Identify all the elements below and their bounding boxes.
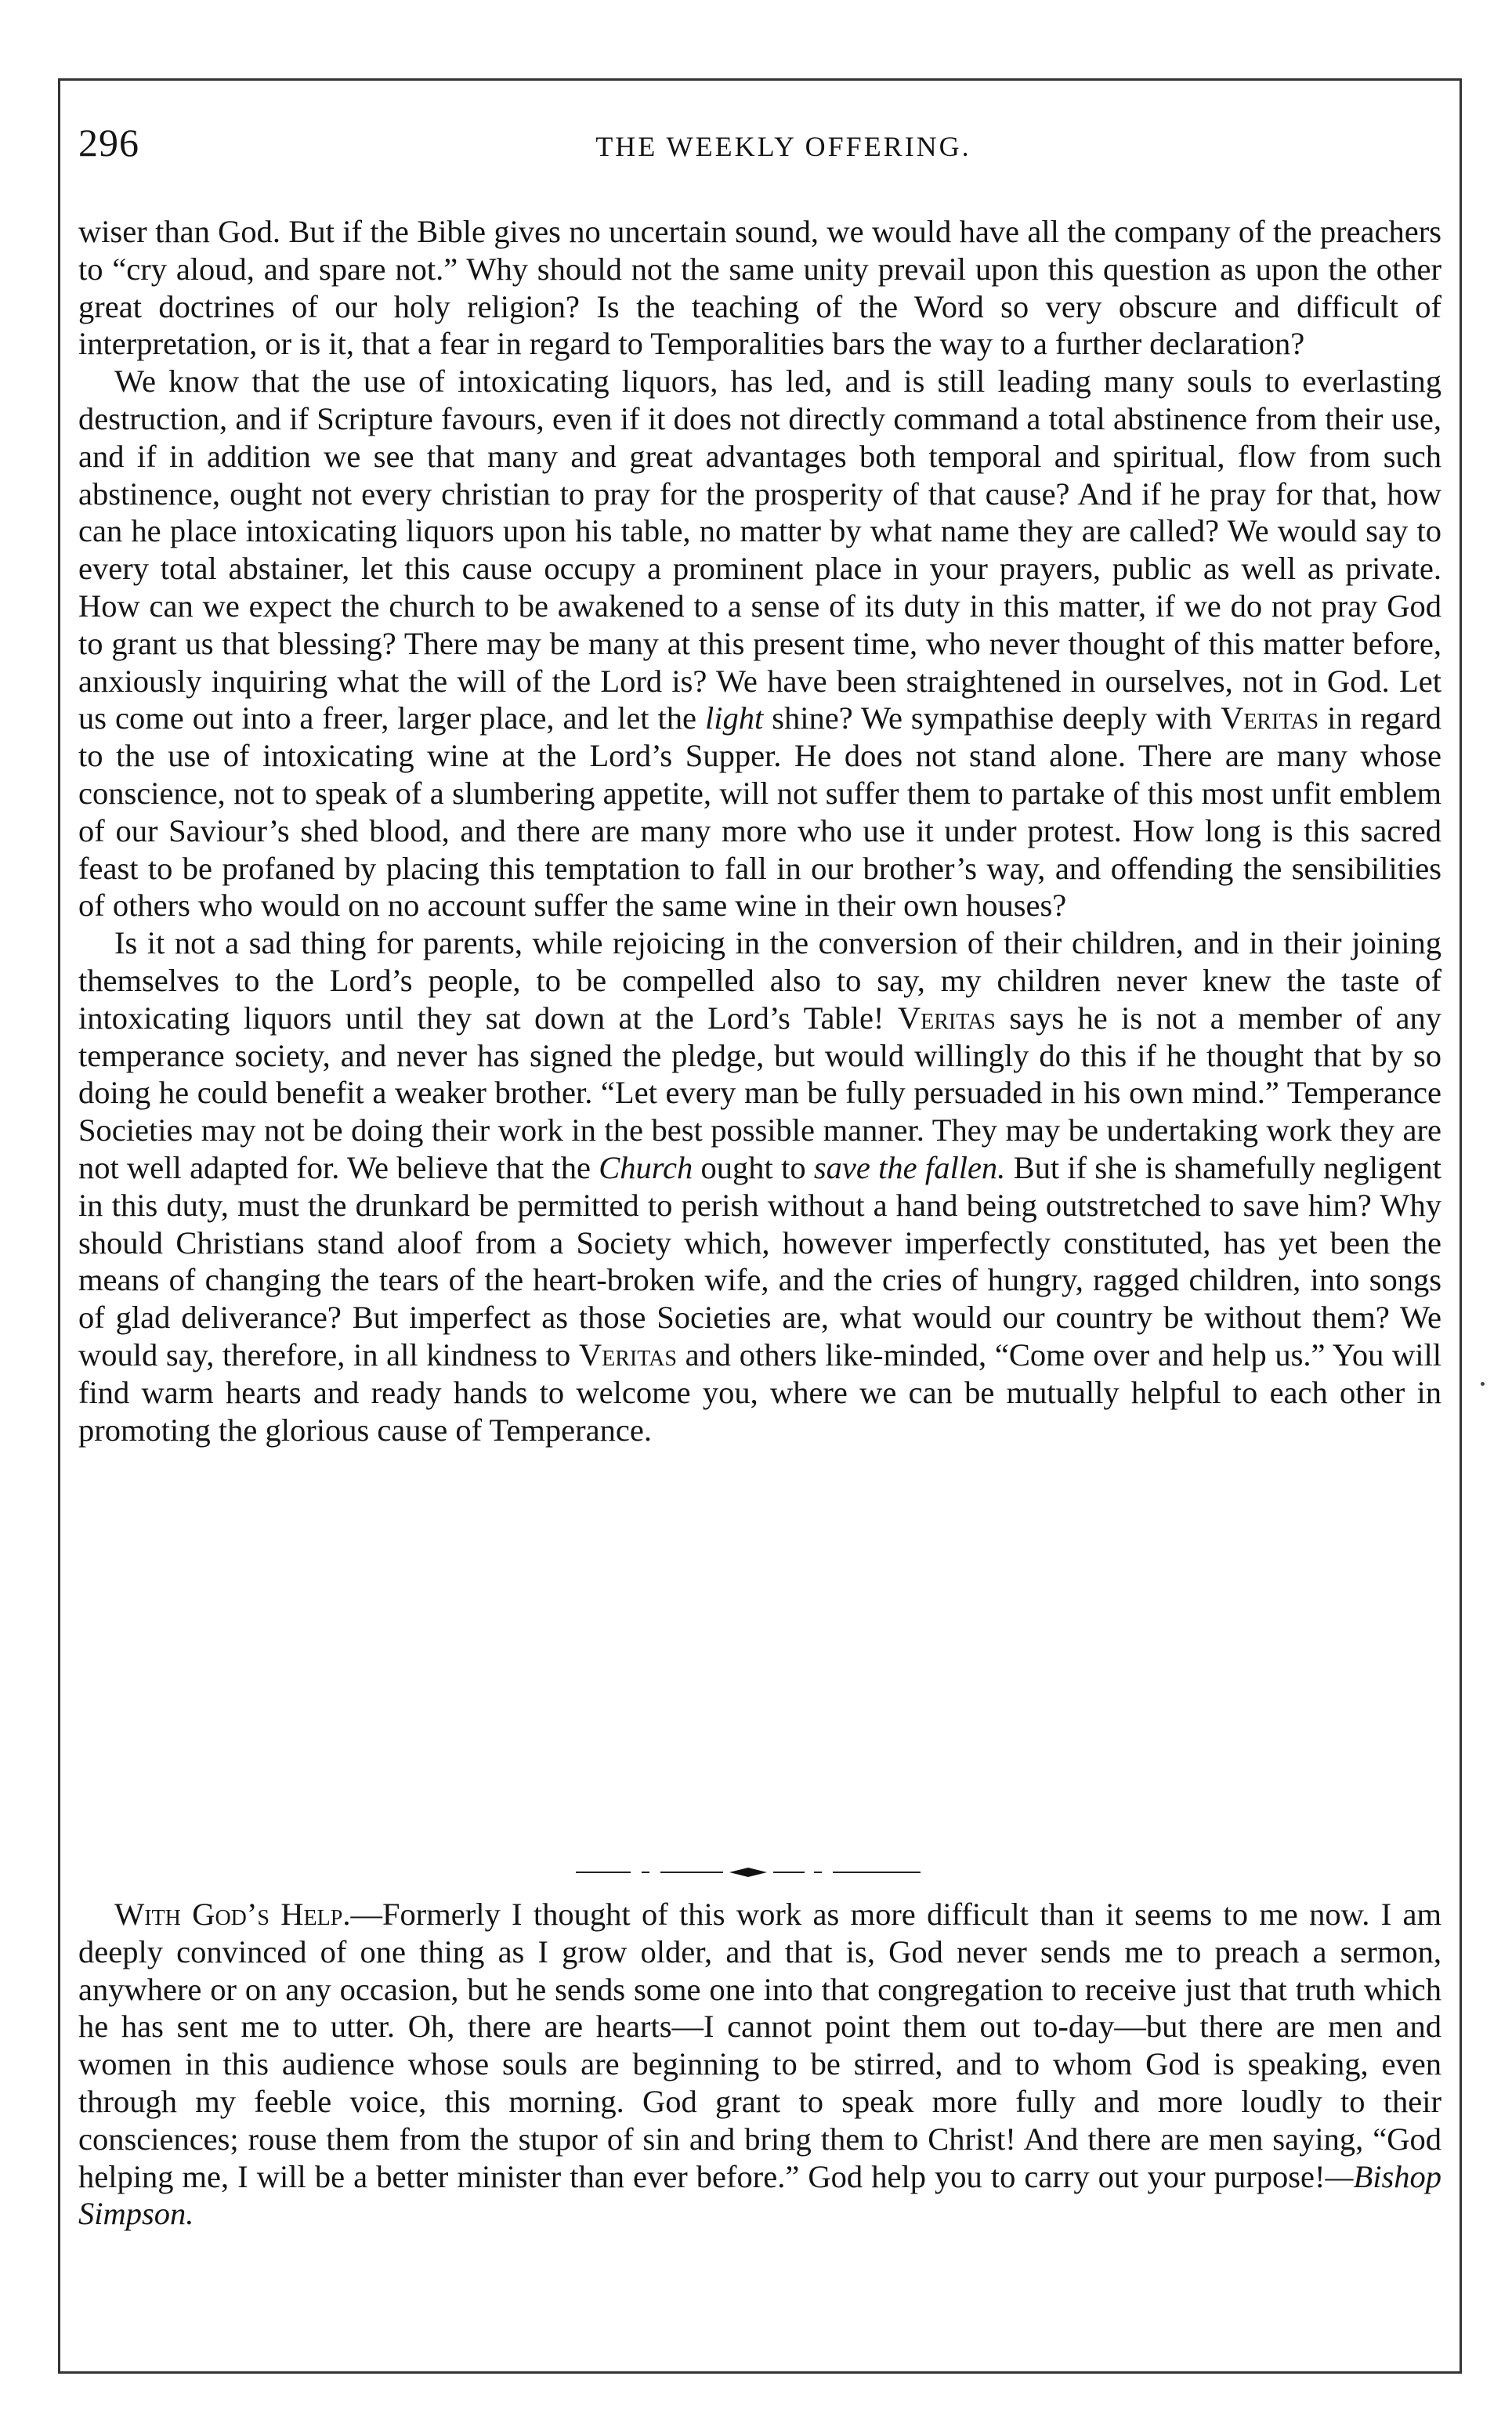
frame-rule-top (58, 78, 1462, 81)
article-heading-lead: With God’s Help. (114, 1897, 351, 1932)
with-gods-help-article (78, 1896, 1441, 2233)
paragraph-2-text-b: shine? We sympathise deeply with (772, 700, 1213, 736)
paragraph-3-text-b: says he is not a member of any temperance society, and never has signed the pledge, but would willingly do this if he thought that by so doing he could benefit a weaker brother. “Let every man be fully persuaded in his own mind.” Temperance Societies may not be doing their work in the best possible manner. They may be undertaking work they are not well adapted for. We believe that the (78, 1000, 1441, 1185)
paragraph-2 (78, 363, 1441, 924)
running-title: THE WEEKLY OFFERING. (595, 131, 971, 162)
attribution: —Bishop Simpson. (78, 2158, 1441, 2232)
temperance-article (78, 213, 1441, 1448)
emphasis-church: Church (599, 1149, 693, 1185)
section-divider-ornament (576, 1867, 921, 1878)
divider-line-segment (642, 1872, 649, 1873)
name-veritas: Veritas (1221, 700, 1319, 736)
article-body: —Formerly I thought of this work as more difficult than it seems to me now. I am deeply convinced of one thing as I grow older, and that is, God never sends me to preach a sermon, anywhere or on any occasion, but he sends some one into that congregation to receive just that truth which he has sent me to utter. Oh, there are hearts—I cannot point them out to-day—but there are men and women in this audience whose souls are beginning to be stirred, and to whom God is speaking, even through my feeble voice, this morning. God grant to speak more fully and more loudly to their consciences; rouse them from the stupor of sin and bring them to Christ! And there are men saying, “God helping me, I will be a better minister than ever before.” God help you to carry out your purpose! (78, 1897, 1441, 2194)
print-speck (1481, 1382, 1485, 1386)
divider-line-segment (833, 1872, 921, 1873)
paragraph-3-text-d: But if she is shamefully negligent in this duty, must the drunkard be permitted to perish without a hand being outstretched to save him? Why should Christians stand aloof from a Society which, however imperfectly constituted, has yet been the means of changing the tears of the heart-broken wife, and the cries of hungry, ragged children, into songs of glad deliverance? But imperfect as those Societies are, what would our country be without them? We would say, therefore, in all kindness to (78, 1149, 1441, 1373)
paragraph-2-text-c: in regard to the use of intoxicating wine at the Lord’s Supper. He does not stand alone. There are many whose conscience, not to speak of a slumbering appetite, will not suffer them to partake of this most unfit emblem of our Saviour’s shed blood, and there are many more who use it under protest. How long is this sacred feast to be profaned by placing this temptation to fall in our brother’s way, and offending the sensibilities of others who would on no account suffer the same wine in their own houses? (78, 700, 1442, 924)
paragraph-2-text-a: We know that the use of intoxicating liquors, has led, and is still leading many souls to everlasting destruction, and if Scripture favours, even if it does not directly command a total abstinence from their use, and if in addition we see that many and great advantages both temporal and spiritual, flow from such abstinence, ought not every christian to pray for the prosperity of that cause? And if he pray for that, how can he place intoxicating liquors upon his table, no matter by what name they are called? We would say to every total abstainer, let this cause occupy a prominent place in your prayers, public as well as private. How can we expect the church to be awakened to a sense of its duty in this matter, if we do not pray God to grant us that blessing? There may be many at this present time, who never thought of this matter before, anxiously inquiring what the will of the Lord is? We have been straightened in ourselves, not in God. Let us come out into a freer, larger place, and let the (78, 363, 1441, 736)
page-number: 296 (78, 121, 139, 165)
name-veritas: Veritas (897, 1000, 996, 1036)
divider-line-segment (773, 1872, 805, 1873)
frame-rule-bottom (58, 2371, 1462, 2374)
paragraph-3 (78, 924, 1441, 1448)
paragraph-with-gods-help (78, 1896, 1441, 2233)
divider-line-segment (660, 1872, 723, 1873)
paragraph-3-text-e: and others like-minded, “Come over and help us.” You will find warm hearts and ready hands to welcome you, where we can be mutually helpful to each other in promoting the glorious cause of Temperance. (78, 1336, 1442, 1448)
paragraph-3-text-c: ought to (700, 1149, 806, 1185)
frame-rule-right (1460, 78, 1462, 2374)
paragraph-3-text-a: Is it not a sad thing for parents, while rejoicing in the conversion of their children, and in their joining themselves to the Lord’s people, to be compelled also to say, my children never knew the taste of intoxicating liquors until they sat down at the Lord’s Table! (78, 925, 1441, 1036)
divider-line-segment (576, 1872, 631, 1873)
frame-rule-left (58, 78, 60, 2374)
emphasis-save-the-fallen: save the fallen. (813, 1149, 1006, 1185)
diamond-ornament-icon (729, 1868, 767, 1877)
emphasis-light: light (704, 700, 764, 736)
name-veritas: Veritas (578, 1336, 677, 1373)
divider-line-segment (814, 1872, 822, 1873)
paragraph-1: wiser than God. But if the Bible gives no uncertain sound, we would have all the company of the preachers to “cry aloud, and spare not.” Why should not the same unity prevail upon this question as upon the other great doctrines of our holy religion? Is the teaching of the Word so very obscure and difficult of interpretation, or is it, that a fear in regard to Temporalities bars the way to a further declaration? (78, 214, 1441, 362)
